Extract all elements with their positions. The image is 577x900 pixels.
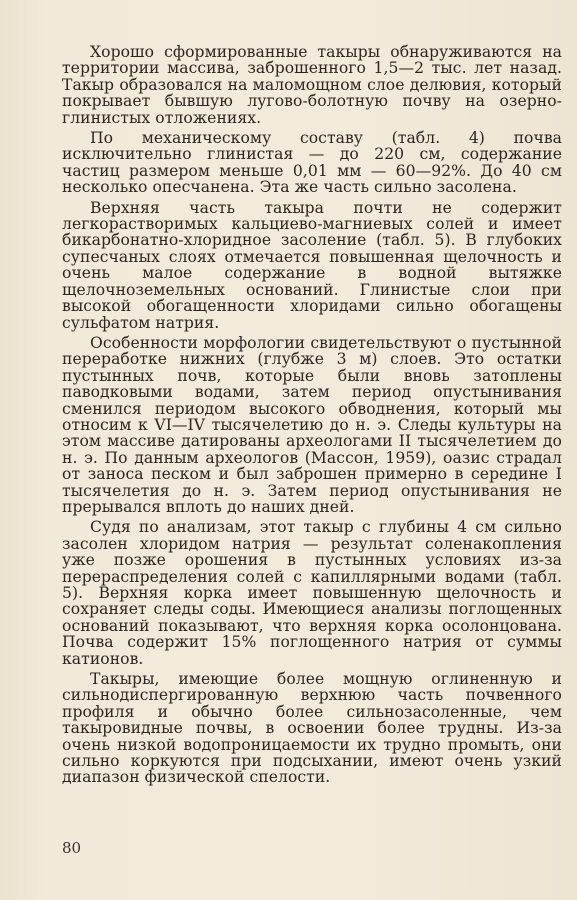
paragraph-6: Такыры, имеющие более мощную оглиненную и сильнодиспергированную верхнюю часть почвенного профиля и обычно более сильнозасоленные, чем такыровидные почвы, в освоении более трудны. Из-за очень низкой водопроницаемости их трудно промыть, они сильно коркуются при подсыхании, имеют очень узкий диапазон физической спелости. bbox=[62, 670, 562, 787]
paragraph-2: По механическому составу (табл. 4) почва исключительно глинистая — до 220 см, содержание частиц размером меньше 0,01 мм — 60—92%. До 40 см несколько опесчанена. Эта же часть сильно засолена. bbox=[62, 129, 562, 197]
paragraph-5: Судя по анализам, этот такыр с глубины 4 см сильно засолен хлоридом натрия — результат соленакопления уже позже орошения в пустынных условиях из-за перераспределения солей с капиллярными водами (табл. 5). Верхняя корка имеет повышенную щелочность и сохраняет следы соды. Имеющиеся анализы поглощенных оснований показывают, что верхняя корка осолонцована. Почва содержит 15% поглощенного натрия от суммы катионов. bbox=[62, 518, 562, 668]
paragraph-1: Хорошо сформированные такыры обнаруживаются на территории массива, заброшенного 1,5—2 тыс. лет назад. Такыр образовался на маломощном слое делювия, который покрывает бывшую лугово-болотную почву на озерно-глинистых отложениях. bbox=[62, 43, 562, 127]
body-text bbox=[62, 44, 562, 790]
paragraph-4: Особенности морфологии свидетельствуют о пустынной переработке нижних (глубже 3 м) слоев. Это остатки пустынных почв, которые были вновь затоплены паводковыми водами, затем период опустынивания сменился периодом высокого обводнения, который мы относим к VI—IV тысячелетию до н. э. Следы культуры на этом массиве датированы археологами II тысячелетием до н. э. По данным археологов (Массон, 1959), оазис страдал от заноса песком и был заброшен примерно в середине I тысячелетия до н. э. Затем период опустынивания не прерывался вплоть до наших дней. bbox=[62, 333, 562, 516]
page-number: 80 bbox=[62, 839, 82, 857]
paragraph-3: Верхняя часть такыра почти не содержит легкорастворимых кальциево-магниевых солей и имеет бикарбонатно-хлоридное засоление (табл. 5). В глубоких супесчаных слоях отмечается повышенная щелочность и очень малое содержание в водной вытяжке щелочноземельных оснований. Глинистые слои при высокой обогащенности хлоридами сильно обогащены сульфатом натрия. bbox=[62, 198, 562, 332]
